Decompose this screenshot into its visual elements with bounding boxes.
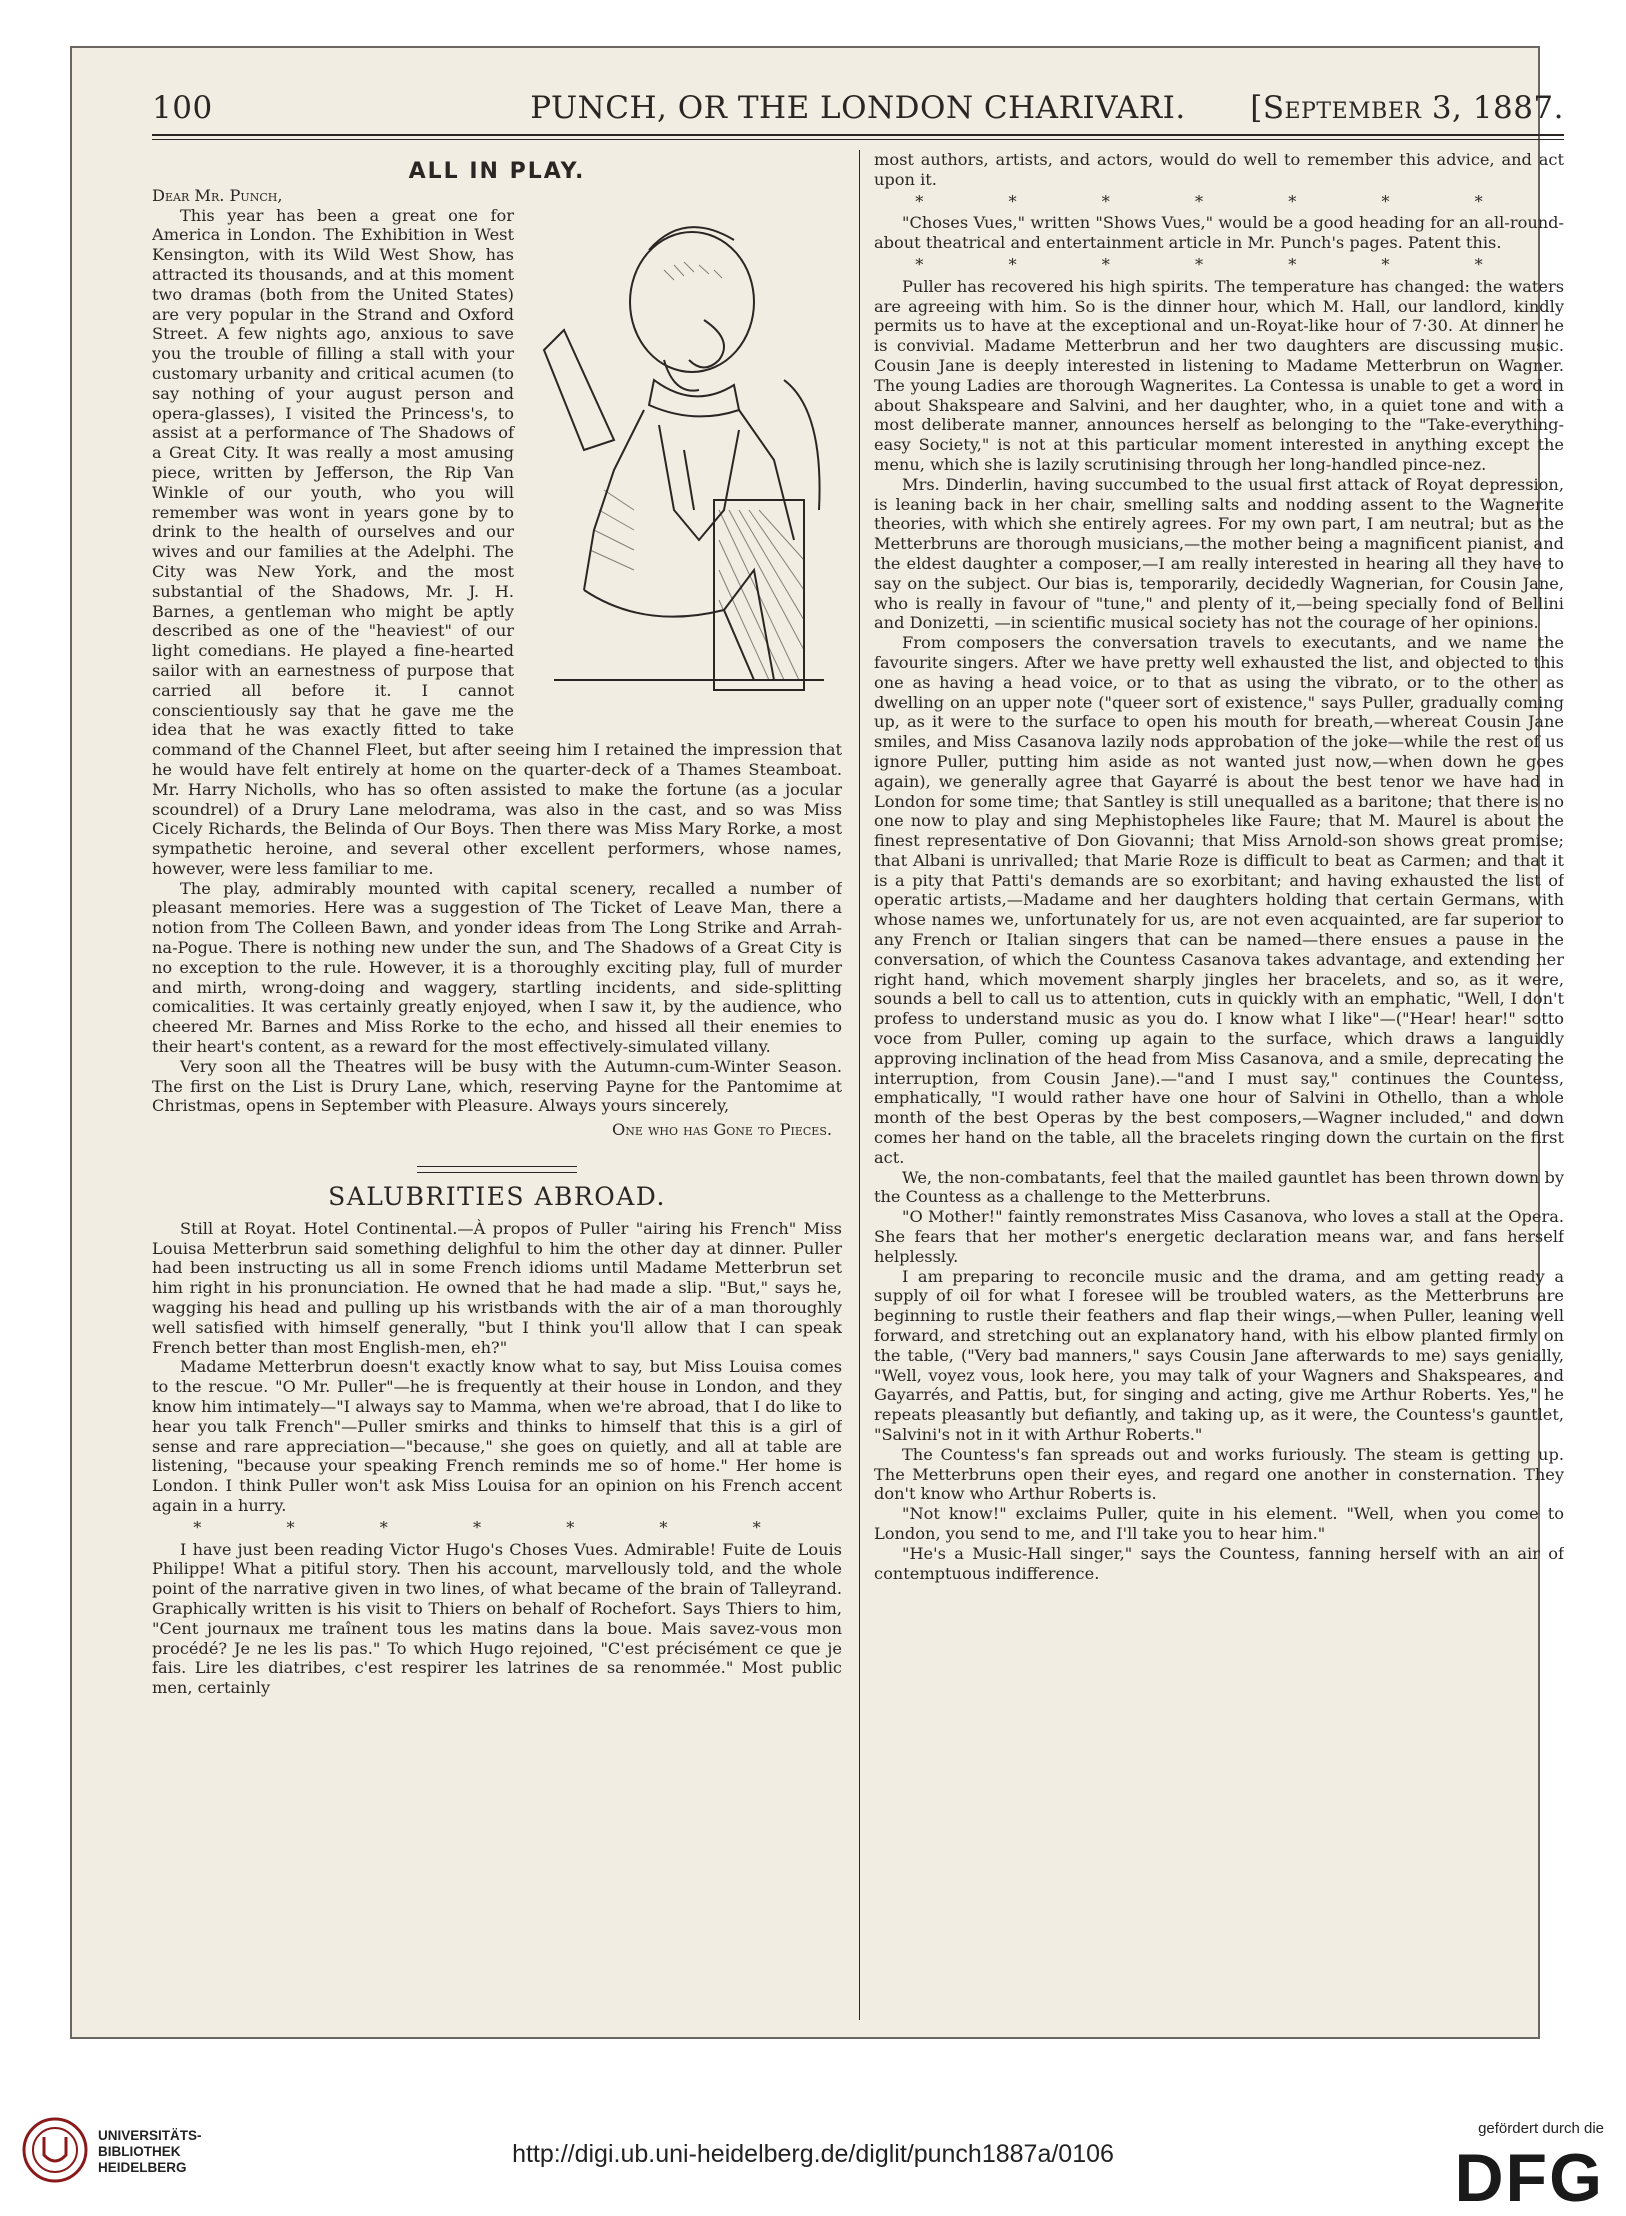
right-paragraph-8: I am preparing to reconcile music and the drama, and am getting ready a supply of oil for what I foresee will be troubled waters, as the Metterbruns are beginning to rustle their feathers and flap their wings,—when Puller, leaning well forward, and stretching out an explanatory hand, with his elbow planted firmly on the table, ("Very bad manners," says Cousin Jane afterwards to me) says genially, "Well, voyez vous, look here, you may talk of your Wagners and Shakspeares, and Gayarrés, and Pattis, but, for singing and acting, give me Arthur Roberts. Yes," he repeats pleasantly but defiantly, and taking up, as it were, the Countess's gauntlet, "Salvini's not in it with Arthur Roberts." <box>874 1266 1564 1444</box>
asterism: * * * * * * * <box>915 191 1523 211</box>
page-number: 100 <box>152 90 213 126</box>
section-divider <box>417 1166 577 1173</box>
column-divider <box>859 150 860 2020</box>
right-paragraph-7: "O Mother!" faintly remonstrates Miss Casanova, who loves a stall at the Opera. She fears that her mother's energetic declaration means war, and fans herself helplessly. <box>874 1207 1564 1266</box>
article1-paragraph-1: This year has been a great one for America in London. The Exhibition in West Kensington, with its Wild West Show, has attracted its thousands, and at this moment two dramas (both from the United States) are very popular in the Strand and Oxford Street. A few nights ago, anxious to save you the trouble of filling a stall with your customary urbanity and critical acumen (to say nothing of your august person and opera-glasses), I visited the Princess's, to assist at a performance of The Shadows of a Great City. It was really a most amusing piece, written by Jefferson, the Rip Van Winkle of our youth, who you will remember was wont in years gone by to drink to the health of ourselves and our wives and our families at the Adelphi. The City was New York, and the most substantial of the Shadows, Mr. J. H. Barnes, a gentleman who might be aptly described as one of the "heaviest" of our light comedians. He played a fine-hearted sailor with an earnestness of purpose that carried all before it. I cannot conscientiously say that he gave me the idea that he was exactly fitted to take command of the Channel Fleet, but after seeing him I retained the impression that he would have felt entirely at home on the quarter-deck of a Thames Steamboat. Mr. Harry Nicholls, who has so often assisted to make the fortune (as a jocular scoundrel) of a Drury Lane melodrama, was also in the cast, and so was Miss Cicely Richards, the Belinda of Our Boys. Then there was Miss Mary Rorke, a most sympathetic heroine, and several other excellent performers, whose names, however, were less familiar to me. <box>152 205 842 878</box>
cartoon-portrait-image <box>524 210 842 718</box>
article-title-all-in-play: ALL IN PLAY. <box>408 159 586 184</box>
article2-paragraph-2: Madame Metterbrun doesn't exactly know what to say, but Miss Louisa comes to the rescue. "O Mr. Puller"—he is frequently at their house in London, and they know him intimately—"I always say to Mamma, when we're abroad, that I do like to hear you talk French"—Puller smirks and thinks to himself that this is a girl of sense and rare appreciation—"because," she goes on quietly, and all at table are listening, "because your speaking French reminds me so of home." Her home is London. I think Puller won't ask Miss Louisa for an opinion on his French accent again in a hurry. <box>152 1357 842 1515</box>
left-column <box>152 150 842 2020</box>
university-name: UNIVERSITÄTS- BIBLIOTHEK HEIDELBERG <box>98 2128 202 2175</box>
right-paragraph-9: The Countess's fan spreads out and works furiously. The steam is getting up. The Metterbruns open their eyes, and regard one another in consternation. They don't know who Arthur Roberts is. <box>874 1444 1564 1504</box>
right-paragraph-3: Puller has recovered his high spirits. The temperature has changed: the waters are agreeing with him. So is the dinner hour, which M. Hall, our landlord, kindly permits us to have at the exceptional and un-Royat-like hour of 7·30. At dinner he is convivial. Madame Metterbrun and her two daughters are discussing music. Cousin Jane is deeply interested in listening to Madame Metterbrun on Wagner. The young Ladies are thorough Wagnerites. La Contessa is unable to get a word in about Shakspeare and Salvini, and her daughter, who, in a quiet tone and with a most deliberate manner, announces herself as belonging to the "Take-everything-easy Society," is not at this particular moment interested in anything except the menu, which she is lazily scrutinising through her long-handled pince-nez. <box>874 276 1564 474</box>
running-header <box>152 90 1564 130</box>
right-paragraph-6: We, the non-combatants, feel that the mailed gauntlet has been thrown down by the Countess as a challenge to the Metterbruns. <box>874 1167 1564 1207</box>
asterism: * * * * * * * <box>915 254 1523 274</box>
dfg-logo: DFG <box>1454 2140 1604 2216</box>
article1-paragraph-2: The play, admirably mounted with capital scenery, recalled a number of pleasant memories. Here was a suggestion of The Ticket of Leave Man, there a notion from The Colleen Bawn, and yonder ideas from The Long Strike and Arrah-na-Pogue. There is nothing new under the sun, and The Shadows of a Great City is no exception to the rule. However, it is a thoroughly exciting play, full of murder and mirth, wrong-doing and waggery, startling incidents, and side-splitting comicalities. It was certainly greatly enjoyed, when I saw it, by the audience, who cheered Mr. Barnes and Miss Rorke to the echo, and hissed all their enemies to their heart's content, as a reward for the most effectively-simulated villany. <box>152 878 842 1057</box>
right-paragraph-2: "Choses Vues," written "Shows Vues," would be a good heading for an all-round-about theatrical and entertainment article in Mr. Punch's pages. Patent this. <box>874 213 1564 253</box>
cartoon-illustration <box>524 210 842 718</box>
right-paragraph-4: Mrs. Dinderlin, having succumbed to the usual first attack of Royat depression, is leaning back in her chair, smelling salts and nodding assent to the Wagnerite theories, with which she entirely agrees. For my own part, I am neutral; but as the Metterbruns are thorough musicians,—the mother being a magnificent pianist, and the eldest daughter a composer,—I am really interested in hearing all they have to say on the subject. Our bias is, temporarily, decidedly Wagnerian, for Cousin Jane, who is really in favour of "tune," and plenty of it,—being specially fond of Bellini and Donizetti, —in scientific musical society has not the courage of her opinions. <box>874 474 1564 633</box>
issue-date: [September 3, 1887. <box>1250 90 1564 126</box>
salutation: Dear Mr. Punch, <box>152 185 283 205</box>
article1-signature: One who has Gone to Pieces. <box>612 1120 832 1140</box>
header-rule <box>152 134 1564 136</box>
article1-paragraph-3: Very soon all the Theatres will be busy with the Autumn-cum-Winter Season. The first on the List is Drury Lane, which, reserving Payne for the Pantomime at Christmas, opens in September with Pleasure. Always yours sincerely, <box>152 1056 842 1116</box>
article2-paragraph-3: I have just been reading Victor Hugo's Choses Vues. Admirable! Fuite de Louis Philippe! What a pitiful story. Then his account, marvellously told, and the whole point of the narrative given in two lines, of what became of the brain of Talleyrand. Graphically written is his visit to Thiers on behalf of Rochefort. Says Thiers to him, "Cent journaux me traînent tous les matins dans la boue. Mais savez-vous mon procédé? Je ne les lis pas." To which Hugo rejoined, "C'est précisément ce que je fais. Lire les diatribes, c'est respirer les latrines de sa renommée." Most public men, certainly <box>152 1539 842 1698</box>
right-paragraph-10: "Not know!" exclaims Puller, quite in his element. "Well, when you come to London, you send to me, and I'll take you to hear him." <box>874 1504 1564 1543</box>
asterism: * * * * * * * <box>193 1517 801 1537</box>
header-rule-thin <box>152 139 1564 140</box>
right-paragraph-1: most authors, artists, and actors, would do well to remember this advice, and act upon it. <box>874 150 1564 189</box>
right-paragraph-5: From composers the conversation travels to executants, and we name the favourite singers. After we have pretty well exhausted the list, and objected to this one as having a head voice, or to that as using the vibrato, or to the other as dwelling on an upper note ("queer sort of existence," says Puller, gradually coming up, as it were to the surface to open his mouth for breath,—whereat Cousin Jane smiles, and Miss Casanova lazily nods approbation of the joke—while the rest of us ignore Puller, putting him aside as not wanted just now,—when down he goes again), we generally agree that Gayarré is about the best tenor we have had in London for some time; that Santley is still unequalled as a baritone; that there is no one now to play and sing Mephistopheles like Faure; that M. Maurel is about the finest representative of Don Giovanni; that Miss Arnold-son shows great promise; that Albani is unrivalled; that Marie Roze is difficult to beat as Carmen; and that it is a pity that Patti's demands are so exorbitant; and having exhausted the list of operatic artists,—Madame and her daughters holding that certain Germans, with whose names we, unfortunately for us, are not even acquainted, are far superior to any French or Italian singers that can be named—there ensues a pause in the conversation, of which the Countess Casanova takes advantage, and extending her right hand, which movement sharply jingles her bracelets, and so, as it were, sounds a bell to call us to attention, cuts in quickly with an emphatic, "Well, I don't profess to understand music as you do. I know what I like"—("Hear! hear!" sotto voce from Puller, coming up again to the surface, which draws a languidly approving inclination of the head from Miss Casanova, and a smile, deprecating the interruption, from Cousin Jane).—"and I must say," continues the Countess, emphatically, "I would rather have one hour of Salvini in Othello, than a whole month of the best Operas by the best composers,—Wagner included," and down comes her hand on the table, all the bracelets ringing down the curtain on the first act. <box>874 633 1564 1167</box>
periodical-title: PUNCH, OR THE LONDON CHARIVARI. <box>530 90 1186 126</box>
right-paragraph-11: "He's a Music-Hall singer," says the Countess, fanning herself with an air of contemptuous indifference. <box>874 1543 1564 1583</box>
digitization-footer <box>0 2040 1626 2216</box>
scanned-page <box>70 46 1564 2039</box>
funding-caption: gefördert durch die <box>1478 2120 1604 2137</box>
article2-paragraph-1: Still at Royat. Hotel Continental.—À propos of Puller "airing his French" Miss Louisa Metterbrun said something delighful to him the other day at dinner. Puller had been instructing us all in some French idioms until Madame Metterbrun set him right in his pronunciation. He owned that he had made a slip. "But," says he, wagging his head and pulling up his wristbands with the air of a man thoroughly well satisfied with himself generally, "but I think you'll allow that I can speak French better than most English-men, eh?" <box>152 1218 842 1357</box>
right-column <box>874 150 1564 2020</box>
source-url-link[interactable]: http://digi.ub.uni-heidelberg.de/diglit/punch1887a/0106 <box>512 2140 1114 2168</box>
page-body <box>152 68 1564 2028</box>
article-title-salubrities-abroad: SALUBRITIES ABROAD. <box>328 1182 666 1212</box>
